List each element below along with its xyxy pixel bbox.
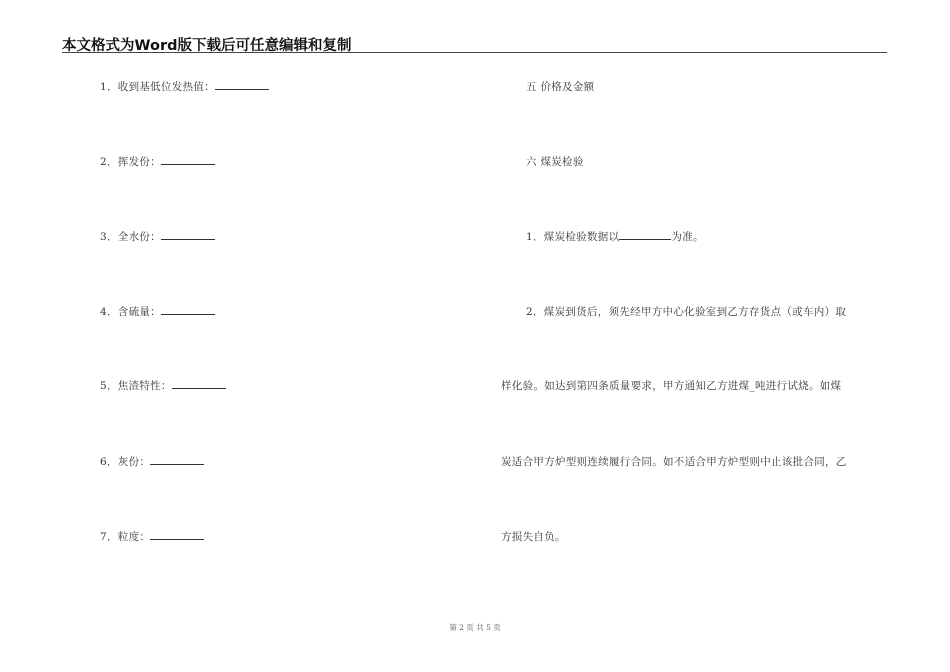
page-number-footer: 第 2 页 共 5 页 xyxy=(449,623,501,632)
spec-label: 3．全水份： xyxy=(100,231,161,243)
blank-line xyxy=(150,455,204,465)
spec-item-volatile xyxy=(100,154,215,169)
blank-line xyxy=(619,230,671,240)
inspection-para-line-2: 样化验。如达到第四条质量要求，甲方通知乙方进煤_吨进行试烧。如煤 xyxy=(501,380,842,392)
section-price-heading: 五 价格及金额 xyxy=(526,81,595,93)
blank-line xyxy=(172,379,226,389)
inspection-para-line-1: 2．煤炭到货后，须先经甲方中心化验室到乙方存货点（或车内）取 xyxy=(526,306,847,318)
blank-line xyxy=(150,530,204,540)
spec-label: 2．挥发份： xyxy=(100,156,161,168)
blank-line xyxy=(215,80,269,90)
spec-item-calorific xyxy=(100,79,269,94)
spec-item-total-moisture xyxy=(100,229,215,244)
inspection-para-line-3: 炭适合甲方炉型则连续履行合同。如不适合甲方炉型则中止该批合同，乙 xyxy=(501,456,847,468)
spec-item-coke-residue xyxy=(100,378,226,393)
spec-label: 7．粒度： xyxy=(100,531,151,543)
item-text: 为准。 xyxy=(671,231,704,243)
header-title: 本文格式为Word版下载后可任意编辑和复制 xyxy=(62,38,352,54)
section-inspection-heading: 六 煤炭检验 xyxy=(526,156,584,168)
blank-line xyxy=(161,155,215,165)
spec-item-ash xyxy=(100,454,204,469)
blank-line xyxy=(161,230,215,240)
spec-label: 4．含硫量： xyxy=(100,306,161,318)
spec-label: 6．灰份： xyxy=(100,456,151,468)
item-text: 1．煤炭检验数据以 xyxy=(526,231,620,243)
spec-item-granularity xyxy=(100,529,204,544)
inspection-para-line-4: 方损失自负。 xyxy=(501,531,566,543)
inspection-item-1 xyxy=(526,229,704,244)
spec-label: 5．焦渣特性： xyxy=(100,380,172,392)
spec-label: 1．收到基低位发热值： xyxy=(100,81,215,93)
spec-item-sulfur xyxy=(100,304,215,319)
blank-line xyxy=(161,305,215,315)
header-divider xyxy=(62,52,887,53)
